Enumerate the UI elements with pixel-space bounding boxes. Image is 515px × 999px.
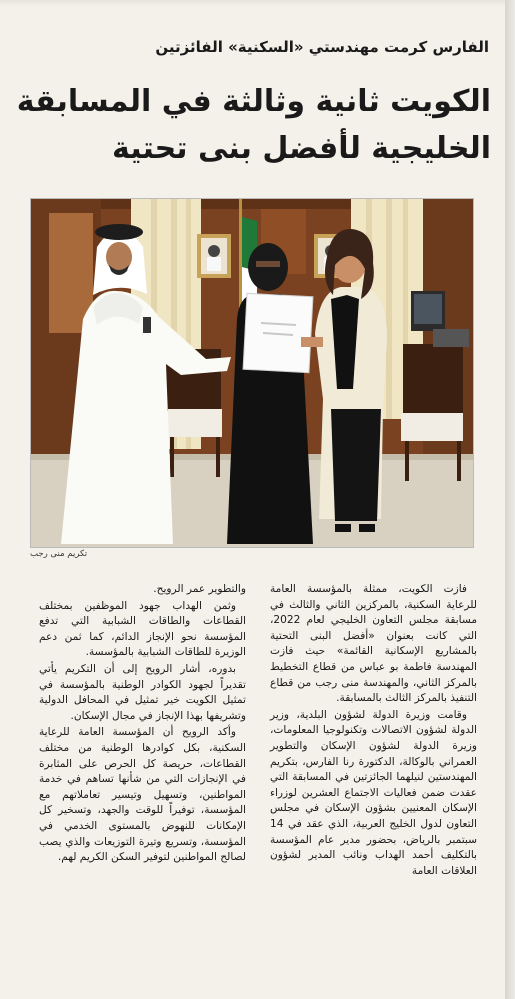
paragraph: وقامت وزيرة الدولة لشؤون البلدية، وزير الدولة لشؤون الاتصالات وتكنولوجيا المعلومات، وزيرة الدولة لشؤون الإسكان والتطوير العمراني بالوكالة، الدكتورة رنا الفارس، بتكريم المهندستين لنيلهما الجائزتين في المسابقة التي عقدت ضمن فعاليات الاجتماع العشرين لوزراء الإسكان المعنيين بشؤون الإسكان في مجلس التعاون لدول الخليج العربية، الذي عقد في 14 سبتمبر بالرياض، بحضور مدير عام المؤسسة بالتكليف أحمد الهداب ونائب المدير لشؤون العلاقات العامة bbox=[270, 708, 477, 877]
headline-line-1: الكويت ثانية وثالثة في المسابقة bbox=[16, 84, 491, 119]
page-right-edge bbox=[505, 0, 515, 999]
paragraph: بدوره، أشار الرويح إلى أن التكريم يأتي تقديراً لجهود الكوادر الوطنية بالمؤسسة في تمثيل الكويت خير تمثيل في المحافل الدولية وتشريفها بهذا الإنجاز في مجال الإسكان. bbox=[39, 662, 246, 722]
page-top-shadow bbox=[0, 0, 515, 6]
paragraph: وأكد الرويح أن المؤسسة العامة للرعاية السكنية، بكل كوادرها الوطنية من مختلف القطاعات، حريصة كل الحرص على المثابرة في الإنجازات التي من شأنها تساهم في خدمة المواطنين، وتسهيل وتيسير تعاملاتهم مع المؤسسة، توفيراً للوقت والجهد، وتسخير كل الإمكانات للنهوض بالمستوى الخدمي في المؤسسة، وتسريع وتيرة التوزيعات والذي يصب لصالح المواطنين لتوفير السكن الكريم لهم. bbox=[39, 726, 246, 864]
award-ceremony-photo bbox=[31, 199, 473, 547]
photo-caption: تكريم منى رجب bbox=[30, 549, 88, 559]
paragraph: والتطوير عمر الرويح. bbox=[153, 583, 246, 595]
article-column-left bbox=[39, 582, 246, 867]
article-photo bbox=[30, 198, 474, 548]
paragraph: فازت الكويت، ممثلة بالمؤسسة العامة للرعاية السكنية، بالمركزين الثاني والثالث في مسابقة مجلس التعاون الخليجي لعام 2022، التي كانت بعنوان «أفضل البنى التحتية بالمشاريع الإسكانية القائمة» حيث فازت المهندسة فاطمة بو عباس من قطاع التخطيط بالمركز الثاني، والمهندسة منى رجب من قطاع التنفيذ بالمركز الثالث بالمسابقة. bbox=[270, 583, 477, 705]
headline-line-2: الخليجية لأفضل بنى تحتية bbox=[112, 131, 491, 166]
paragraph: وثمن الهداب جهود الموظفين بمختلف القطاعات والطاقات الشبابية التي تدفع المؤسسة نحو الإنجاز الدائم، كما ثمن دعم الوزيرة للطاقات الشبابية بالمؤسسة. bbox=[39, 599, 246, 659]
article-headline bbox=[14, 78, 491, 172]
article-kicker: الفارس كرمت مهندستي «السكنية» الفائزتين bbox=[155, 38, 489, 56]
article-column-right bbox=[270, 582, 477, 880]
